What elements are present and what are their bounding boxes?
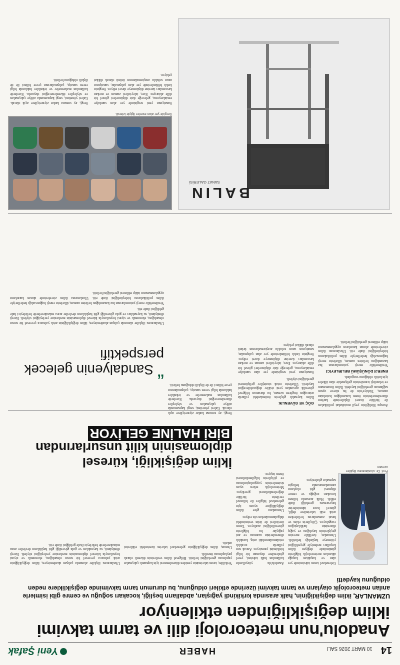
story-paragraph: Geleneksel tarım takviminde yer alan ve kuşaktan kuşağa aktarılan meteorolojik bilgilerin günümüzde değişen iklim koşulları nedeniyle geçerliliğini yitirmeye başladığı belirtildi. Uzmanlar, özellikle mevsim geçişlerinin kaydığını ve yağış düzeninin farklılaştığını vurguluyor. Çiftçilerin ekim ve hasat zamanlarını belirlerken artık eski takvimlere değil, güncel hava tahminlerine başvurması gerektiği ifade edildi. Halk arasında bilinen kocakarı soğuğu ve cemre düşmesi gibi olayların zamanlamasında belirgin sapmalar gözleniyor. [288,478,336,565]
interview-subheading: GÖÇ VE GÜVENLİK [278,401,314,405]
page-number: 14 [380,644,392,655]
portrait-caption: Prof. Dr. uluslararası ilişkiler uzmanı [345,464,388,473]
page-header [8,642,392,659]
feature-paragraph: Sanatçının yeni sergisinde yer alan sandalye enstalasyonu, geleceğe dair düşünceleri görsel bir dille aktarıyor. Eser, izleyicileri zaman ve mekan kavramları üzerine düşünmeye davet ediyor. Serginin farklı bölümlerinde yer alan çalışmalar, sanatçının uzun soluklu araştırmalarının ürünü olarak dikkat çekiyor. [94,73,172,105]
interview-column-3 [168,217,232,415]
story-lead [10,575,390,599]
story-paragraph: Yetkililer, tarım takviminin yeniden düzenlenmesi için kapsamlı çalışmalar yapılması gerektiğini belirtti. Bölgesel iklim verilerinin düzenli olarak paylaşılması önerildi. [124,551,232,565]
story-paragraph: Anadolu'da yüzyıllardır kullanılan halk takvimi, yerel gözlemlere dayanan bir bilgi birikimini yansıtıyor. Ancak son yıllarda sıcaklık ortalamalarındaki artış, kuraklık dönemlerinin uzaması ve ani yağışlar bu bilgilerin güvenilirliğini azaltıyor. Tarım üreticileri de ürün verimindeki dalgalanmalardan söz ediyor. [236,515,284,565]
brand-logo-icon [60,648,67,655]
interview-headline-line-3: BİRİ HALİNE GELİYOR [89,426,230,441]
gallery-sign [189,180,250,201]
story-headline: Anadolu'nun meteoroloji dili ve tarım takvimi iklim değişikliğinden etkileniyor [36,603,390,640]
brand-name: Yeni Şafak [8,645,59,657]
interview-headline-line-1: İklim değişikliği, küresel [82,455,232,470]
lead-location: UZMANLAR, [353,592,390,599]
story-column-2 [236,415,284,565]
lead-text: iklim değişikliğinin, halk arasında kırkikindi yağışları, abdalların beşliği, kocakarı soğuğu ve cemre gibi isimlerle anılan meteorolojik olayların ve tarım takvimi üzerinde etkileri olduğunu, bu durumun tarım takviminde değişikliklere neden olduğunu kaydetti [22,576,390,599]
art-photo [178,18,390,210]
interview-paragraph: Sergi, ay sonuna kadar ziyaretçilere açık olacak. Galeri yönetimi, sergi kapsamında atölye çalışmaları ve söyleşiler düzenleneceğini duyurdu. Eserlerde kullanılan malzemeler ve teknikler hakkında bilgi veren sanatçı, çalışmalarının çevre bilinci ile de ilişkili olduğunu belirtti. [168,383,232,415]
interview-paragraph: İklim kaynaklı göçlerin önümüzdeki yıllarda artacağını öngören uzman, bu durumun bölgesel güvenlik açısından yeni riskler doğurabileceğini kaydetti. Ülkelerin ortak stratejiler geliştirmesi gerektiğini söyledi. [238,377,314,400]
feature-paragraph: Sergi, ay sonuna kadar ziyaretçilere açık olacak. Galeri yönetimi, sergi kapsamında atölye çalışmaları ve söyleşiler düzenleneceğini duyurdu. Eserlerde kullanılan malzemeler ve teknikler hakkında bilgi veren sanatçı, çalışmalarının çevre bilinci ile de ilişkili olduğunu belirtti. [10,78,88,105]
page-number-group [327,642,392,660]
interview-paragraph: Uluslararası ilişkiler alanında çalışan akademisyen, iklim değişikliğinin artık yalnızca çevresel bir sorun olmadığını, ekonomik ve siyasi boyutlarıyla küresel diplomasinin merkezine yerleştiğini söyledi. Enerji dönüşümü, su kaynakları ve gıda güvenliği gibi başlıkların devletler arası müzakerelerde belirleyici hale geldiğini ifade etti. [10,307,164,325]
interview-column-1 [318,217,388,407]
story-paragraph: Uzmanlara göre iklim değişikliğine uyum için geleneksel bilgiler ile bilimsel verilerin birlikte değerlendirilmesi gerekiyor. Meteorolojik erken uyarı sistemlerinin yaygınlaştırılması ve çiftçilerin bilgilendirilmesi önem taşıyor. [236,471,284,513]
story-paragraph: Uzman, iklim değişikliğinin geleneksel takvim üzerindeki etkilerini anlattı. [124,540,232,550]
interview-paragraph: Yenilenebilir enerji yatırımlarının hız kazandığını belirten uzman, ülkelerin enerji bağımsızlığı hedefleriyle iklim politikalarını birleştirdiğini ifade etti. Uluslararası iklim zirvelerinde alınan kararların uygulanmasının takip edilmesi gerektiğini belirtti. [318,340,388,368]
quote-mark-icon: “ [157,360,164,382]
interview-paragraph: Yenilenebilir enerji yatırımlarının hız kazandığını belirten uzman, ülkelerin enerji bağımsızlığı hedefleriyle iklim politikalarını birleştirdiğini ifade etti. Uluslararası iklim zirvelerinde alınan kararların uygulanmasının takip edilmesi gerektiğini belirtti. [10,291,164,305]
issue-date: 10 MART 2026 SALI [326,645,373,651]
interview-paragraph: Avrupa Birliği'nin yeşil mutabakat politikaları ile birlikte ticaret ilişkilerinde karbon düzenlemelerinin önem kazandığını hatırlatan uzman, Türkiye'nin de bu sürece uyum sağlaması gerektiğini kaydetti. İklim finansmanı ve teknoloji transferinin gelişmekte olan ülkeler için kritik olduğunu vurguladı. [318,375,388,407]
section-title: HABER [178,646,216,656]
story-paragraph: Uluslararası ilişkiler alanında çalışan akademisyen, iklim değişikliğinin artık yalnızca çevresel bir sorun olmadığını, ekonomik ve siyasi boyutlarıyla küresel diplomasinin merkezine yerleştiğini söyledi. Enerji dönüşümü, su kaynakları ve gıda güvenliği gibi başlıkların devletler arası müzakerelerde belirleyici hale geldiğini ifade etti. [10,542,120,565]
gallery-logo-sub: SANAT GALERİSİ [189,180,220,184]
brand-logo [8,646,67,657]
feature-column-1 [94,10,172,105]
pull-quote-text: Sandalyenin gelecek perspektifi [24,347,164,378]
divider [8,213,392,214]
interview-subheading: ENERJİ DÖNÜŞÜMÜ BELİRLEYİCİ [326,368,388,373]
interview-headline [10,426,232,470]
expert-portrait [338,473,388,565]
interview-column-4 [10,217,164,325]
story-column-4 [10,475,120,565]
story-column-1 [288,415,336,565]
gallery-logo: BALIN [189,184,250,201]
interview-column-2 [238,217,314,407]
story-column-3 [124,475,232,565]
pull-quote [14,347,164,382]
interview-paragraph: Sanatçının yeni sergisinde yer alan sandalye enstalasyonu, geleceğe dair düşünceleri görsel bir dille aktarıyor. Eser, izleyicileri zaman ve mekan kavramları üzerine düşünmeye davet ediyor. Serginin farklı bölümlerinde yer alan çalışmalar, sanatçının uzun soluklu araştırmalarının ürünü olarak dikkat çekiyor. [238,342,314,375]
group-photo [8,116,172,210]
group-photo-caption: Sergide yer alan eserler ilgiyle izlendi. [115,112,172,116]
feature-column-2 [10,10,88,105]
interview-headline-line-2: diplomasinin kilit unsurlarından [35,440,232,456]
